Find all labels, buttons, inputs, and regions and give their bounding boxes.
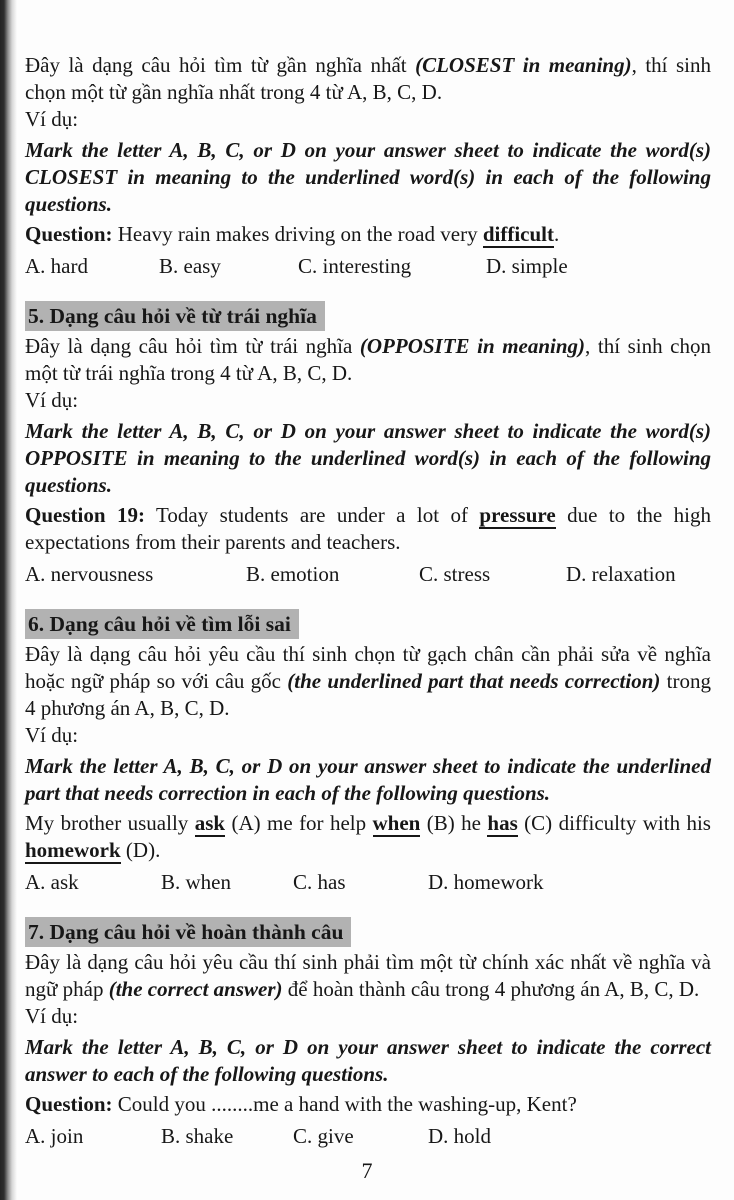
option: A. ask: [25, 870, 79, 894]
text-run: (D).: [120, 838, 161, 862]
text-run: (the underlined part that needs correction): [287, 669, 661, 693]
text-run: Ví dụ:: [25, 388, 79, 412]
option: C. stress: [419, 562, 491, 586]
text-run: ask: [194, 811, 226, 835]
text-run: (CLOSEST in meaning): [415, 53, 632, 77]
section-heading: [25, 303, 711, 330]
text-run: Ví dụ:: [25, 723, 79, 747]
text-run: Ví dụ:: [25, 1004, 79, 1028]
text-run: Đây là dạng câu hỏi yêu cầu thí sinh chọn từ gạch chân cần phải sửa về nghĩa hoặc ngữ pháp so với câu gốc: [25, 642, 711, 693]
paragraph: [25, 333, 711, 387]
options-row: [25, 253, 711, 280]
paragraph: [25, 52, 711, 106]
option: A. hard: [25, 254, 88, 278]
text-run: (the correct answer): [108, 977, 283, 1001]
question-paragraph: [25, 1091, 711, 1118]
text-run: Could you ........me a hand with the washing-up, Kent?: [112, 1092, 577, 1116]
scan-edge-shadow: [0, 0, 17, 1200]
option: A. join: [25, 1124, 84, 1148]
option: B. shake: [161, 1124, 234, 1148]
text-run: My brother usually: [25, 811, 195, 835]
text-run: (A) me for help: [225, 811, 373, 835]
section-sentence-completion: [25, 919, 711, 1150]
text-run: due to the high expectations from their parents and teachers.: [25, 503, 711, 554]
text-run: Question:: [25, 222, 113, 246]
text-run: , thí sinh chọn một từ trái nghĩa trong 4 từ A, B, C, D.: [25, 334, 711, 385]
options-row: [25, 561, 711, 588]
text-run: Mark the letter A, B, C, or D on your answer sheet to indicate the underlined part that needs correction in each of the following questions.: [25, 754, 711, 805]
text-run: Đây là dạng câu hỏi yêu cầu thí sinh phải tìm một từ chính xác nhất về nghĩa và ngữ pháp: [25, 950, 711, 1001]
paragraph: [25, 949, 711, 1003]
text-run: Ví dụ:: [25, 107, 79, 131]
section-closest-in-meaning: [25, 52, 711, 280]
text-run: , thí sinh chọn một từ gần nghĩa nhất trong 4 từ A, B, C, D.: [25, 53, 711, 104]
section-opposite-in-meaning: [25, 303, 711, 588]
text-run: .: [554, 222, 560, 246]
section-heading-highlight: 7. Dạng câu hỏi về hoàn thành câu: [25, 917, 351, 947]
text-run: difficult: [482, 222, 554, 246]
paragraph: [25, 387, 711, 414]
option: B. emotion: [246, 562, 340, 586]
text-run: has: [487, 811, 518, 835]
text-run: when: [372, 811, 421, 835]
option: D. simple: [486, 254, 568, 278]
option: C. interesting: [298, 254, 412, 278]
question-paragraph: [25, 502, 711, 556]
options-row: [25, 869, 711, 896]
text-run: homework: [25, 838, 121, 862]
section-heading-highlight: 5. Dạng câu hỏi về từ trái nghĩa: [25, 301, 325, 331]
text-run: pressure: [479, 503, 556, 527]
text-run: Today students are under a lot of: [144, 503, 480, 527]
text-run: Question 19:: [25, 503, 145, 527]
options-row: [25, 1123, 711, 1150]
option: C. give: [293, 1124, 354, 1148]
paragraph: [25, 641, 711, 722]
text-run: (OPPOSITE in meaning): [359, 334, 586, 358]
text-run: Mark the letter A, B, C, or D on your answer sheet to indicate the word(s) CLOSEST in meaning to the underlined word(s) in each of the following questions.: [25, 138, 711, 216]
section-heading: [25, 919, 711, 946]
text-run: để hoàn thành câu trong 4 phương án A, B, C, D.: [282, 977, 700, 1001]
text-run: Mark the letter A, B, C, or D on your answer sheet to indicate the correct answer to each of the following questions.: [25, 1035, 711, 1086]
option: D. hold: [428, 1124, 491, 1148]
paragraph: [25, 1003, 711, 1030]
section-heading: [25, 611, 711, 638]
paragraph: [25, 722, 711, 749]
option: C. has: [293, 870, 346, 894]
page-number: 7: [361, 1158, 373, 1183]
text-run: Question:: [25, 1092, 113, 1116]
text-run: trong 4 phương án A, B, C, D.: [25, 669, 711, 720]
text-run: (B) he: [420, 811, 488, 835]
instruction-paragraph: [25, 753, 711, 807]
paragraph: [25, 106, 711, 133]
text-run: Đây là dạng câu hỏi tìm từ gần nghĩa nhất: [25, 53, 416, 77]
option: B. easy: [159, 254, 221, 278]
option: D. relaxation: [566, 562, 676, 586]
text-run: Heavy rain makes driving on the road very: [112, 222, 483, 246]
option: A. nervousness: [25, 562, 154, 586]
text-run: Đây là dạng câu hỏi tìm từ trái nghĩa: [25, 334, 360, 358]
instruction-paragraph: [25, 137, 711, 218]
instruction-paragraph: [25, 418, 711, 499]
question-paragraph: [25, 810, 711, 864]
text-run: Mark the letter A, B, C, or D on your answer sheet to indicate the word(s) OPPOSITE in meaning to the underlined word(s) in each of the following questions.: [25, 419, 711, 497]
question-paragraph: [25, 221, 711, 248]
option: B. when: [161, 870, 231, 894]
instruction-paragraph: [25, 1034, 711, 1088]
section-heading-highlight: 6. Dạng câu hỏi về tìm lỗi sai: [25, 609, 299, 639]
option: D. homework: [428, 870, 544, 894]
section-error-identification: [25, 611, 711, 896]
text-run: (C) difficulty with his: [517, 811, 711, 835]
document-page: [25, 52, 711, 1150]
